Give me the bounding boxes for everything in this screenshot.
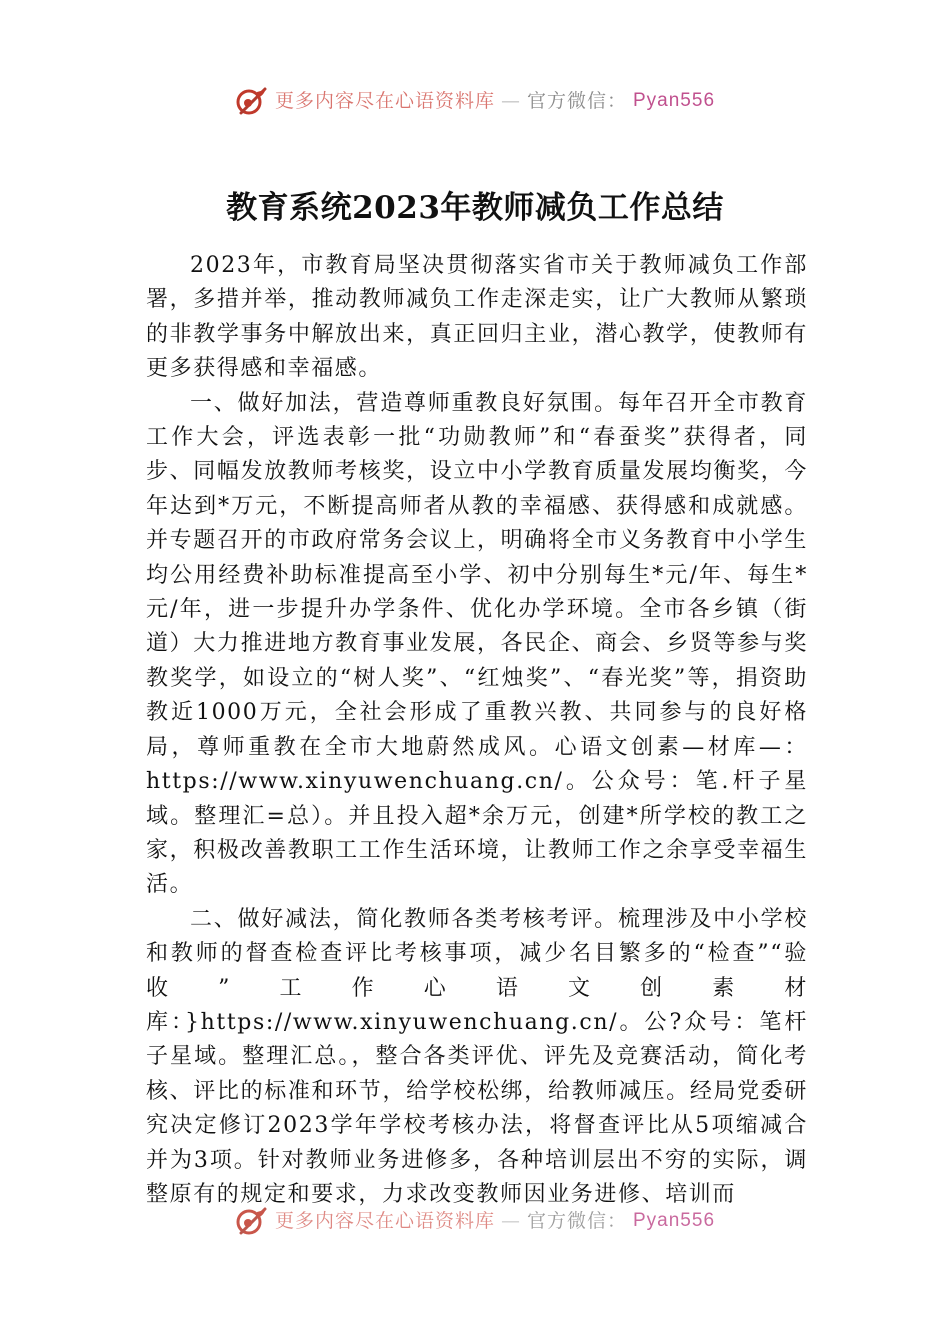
document-body-clip xyxy=(0,249,950,1219)
paragraph-section-1: 一、做好加法，营造尊师重教良好氛围。每年召开全市教育工作大会，评选表彰一批“功勋教师”和“春蚕奖”获得者，同步、同幅发放教师考核奖，设立中小学教育质量发展均衡奖，今年达到*万元，不断提高师者从教的幸福感、获得感和成就感。并专题召开的市政府常务会议上，明确将全市义务教育中小学生均公用经费补助标准提高至小学、初中分别每生*元/年、每生*元/年，进一步提升办学条件、优化办学环境。全市各乡镇（街道）大力推进地方教育事业发展，各民企、商会、乡贤等参与奖教奖学，如设立的“树人奖”、“红烛奖”、“春光奖”等，捐资助教近1000万元，全社会形成了重教兴教、共同参与的良好格局，尊师重教在全市大地蔚然成风。心语文创素—材库—：https://www.xinyuwenchuang.cn/。公众号：笔.杆子星域。整理汇=总）。并且投入超*余万元，创建*所学校的教工之家，积极改善教职工工作生活环境，让教师工作之余享受幸福生活。 xyxy=(146,390,808,898)
quill-logo-icon xyxy=(235,1206,269,1236)
banner-wechat-label: 官方微信： xyxy=(526,90,627,112)
document-title: 教育系统2023年教师减负工作总结 xyxy=(226,190,724,226)
banner-separator: — xyxy=(500,90,521,112)
footer-separator: — xyxy=(500,1210,521,1232)
footer-wechat-id: Pyan556 xyxy=(633,1210,716,1231)
footer-site-text: 更多内容尽在心语资料库 xyxy=(274,1210,495,1232)
header-banner xyxy=(0,86,950,116)
document-body xyxy=(146,249,808,1212)
paragraph-intro: 2023年，市教育局坚决贯彻落实省市关于教师减负工作部署，多措并举，推动教师减负工作走深走实，让广大教师从繁琐的非教学事务中解放出来，真正回归主业，潜心教学，使教师有更多获得感和幸福感。 xyxy=(146,253,808,382)
footer-banner xyxy=(0,1206,950,1236)
footer-wechat-label: 官方微信： xyxy=(526,1210,627,1232)
banner-wechat-id: Pyan556 xyxy=(633,90,716,111)
banner-site-text: 更多内容尽在心语资料库 xyxy=(274,90,495,112)
quill-logo-icon xyxy=(235,86,269,116)
paragraph-section-2: 二、做好减法，简化教师各类考核考评。梳理涉及中小学校和教师的督查检查评比考核事项，减少名目繁多的“检查”“验收”工作心语文创素材库：}https://www.xinyuwenchuang.cn/。公?众号：笔杆子星域。整理汇总。，整合各类评优、评先及竞赛活动，简化考核、评比的标准和环节，给学校松绑，给教师减压。经局党委研究决定修订2023学年学校考核办法，将督查评比从5项缩减合并为3项。针对教师业务进修多，各种培训层出不穷的实际，调整原有的规定和要求，力求改变教师因业务进修、培训而 xyxy=(146,906,808,1207)
